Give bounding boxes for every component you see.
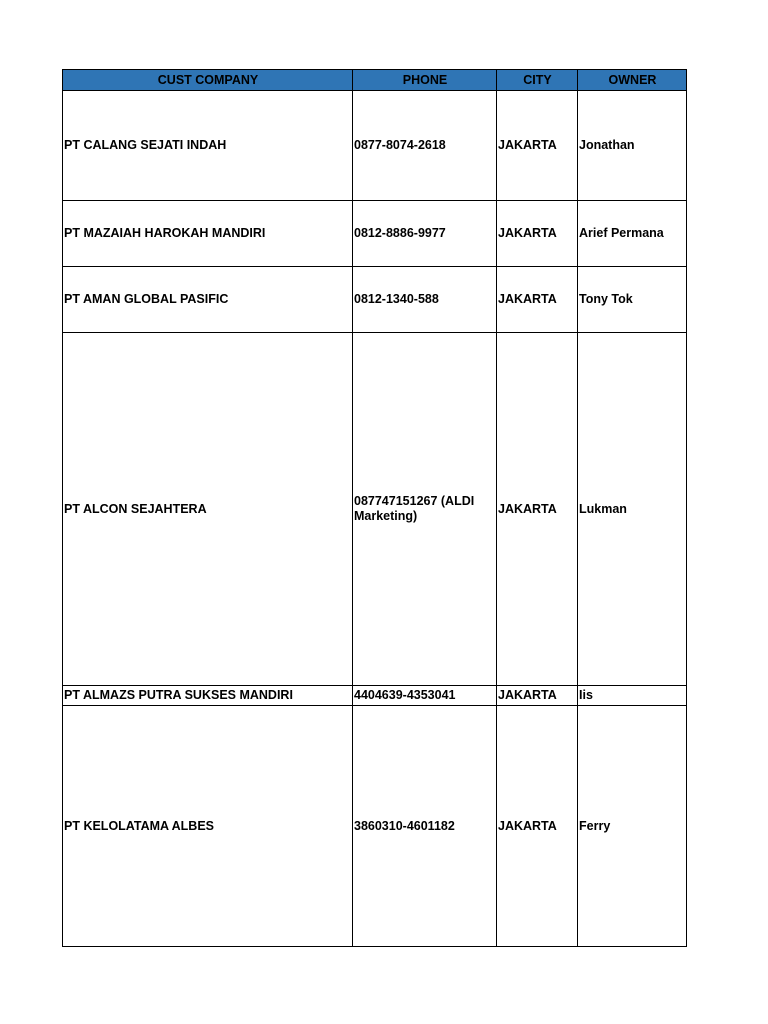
cell-company: PT MAZAIAH HAROKAH MANDIRI bbox=[63, 201, 353, 267]
column-header-city: CITY bbox=[497, 70, 578, 91]
cell-phone: 4404639-4353041 bbox=[353, 686, 497, 706]
cell-city: JAKARTA bbox=[497, 91, 578, 201]
table-row bbox=[63, 91, 687, 201]
cell-city: JAKARTA bbox=[497, 333, 578, 686]
cell-owner: Tony Tok bbox=[578, 267, 687, 333]
table-row bbox=[63, 706, 687, 947]
cell-owner: Jonathan bbox=[578, 91, 687, 201]
cell-company: PT ALMAZS PUTRA SUKSES MANDIRI bbox=[63, 686, 353, 706]
cell-city: JAKARTA bbox=[497, 686, 578, 706]
cell-owner: Ferry bbox=[578, 706, 687, 947]
cell-owner: Iis bbox=[578, 686, 687, 706]
cell-company: PT KELOLATAMA ALBES bbox=[63, 706, 353, 947]
cell-city: JAKARTA bbox=[497, 706, 578, 947]
cell-owner: Arief Permana bbox=[578, 201, 687, 267]
table-header-row bbox=[63, 70, 687, 91]
cell-city: JAKARTA bbox=[497, 267, 578, 333]
cell-company: PT AMAN GLOBAL PASIFIC bbox=[63, 267, 353, 333]
cell-phone: 0812-1340-588 bbox=[353, 267, 497, 333]
cell-city: JAKARTA bbox=[497, 201, 578, 267]
table-row bbox=[63, 686, 687, 706]
cell-phone: 0877-8074-2618 bbox=[353, 91, 497, 201]
cell-company: PT CALANG SEJATI INDAH bbox=[63, 91, 353, 201]
cell-phone: 087747151267 (ALDI Marketing) bbox=[353, 333, 497, 686]
column-header-company: CUST COMPANY bbox=[63, 70, 353, 91]
cell-phone: 3860310-4601182 bbox=[353, 706, 497, 947]
table-row bbox=[63, 267, 687, 333]
table-row bbox=[63, 333, 687, 686]
cell-owner: Lukman bbox=[578, 333, 687, 686]
table-row bbox=[63, 201, 687, 267]
cell-company: PT ALCON SEJAHTERA bbox=[63, 333, 353, 686]
column-header-owner: OWNER bbox=[578, 70, 687, 91]
column-header-phone: PHONE bbox=[353, 70, 497, 91]
cell-phone: 0812-8886-9977 bbox=[353, 201, 497, 267]
customer-table bbox=[62, 69, 687, 947]
